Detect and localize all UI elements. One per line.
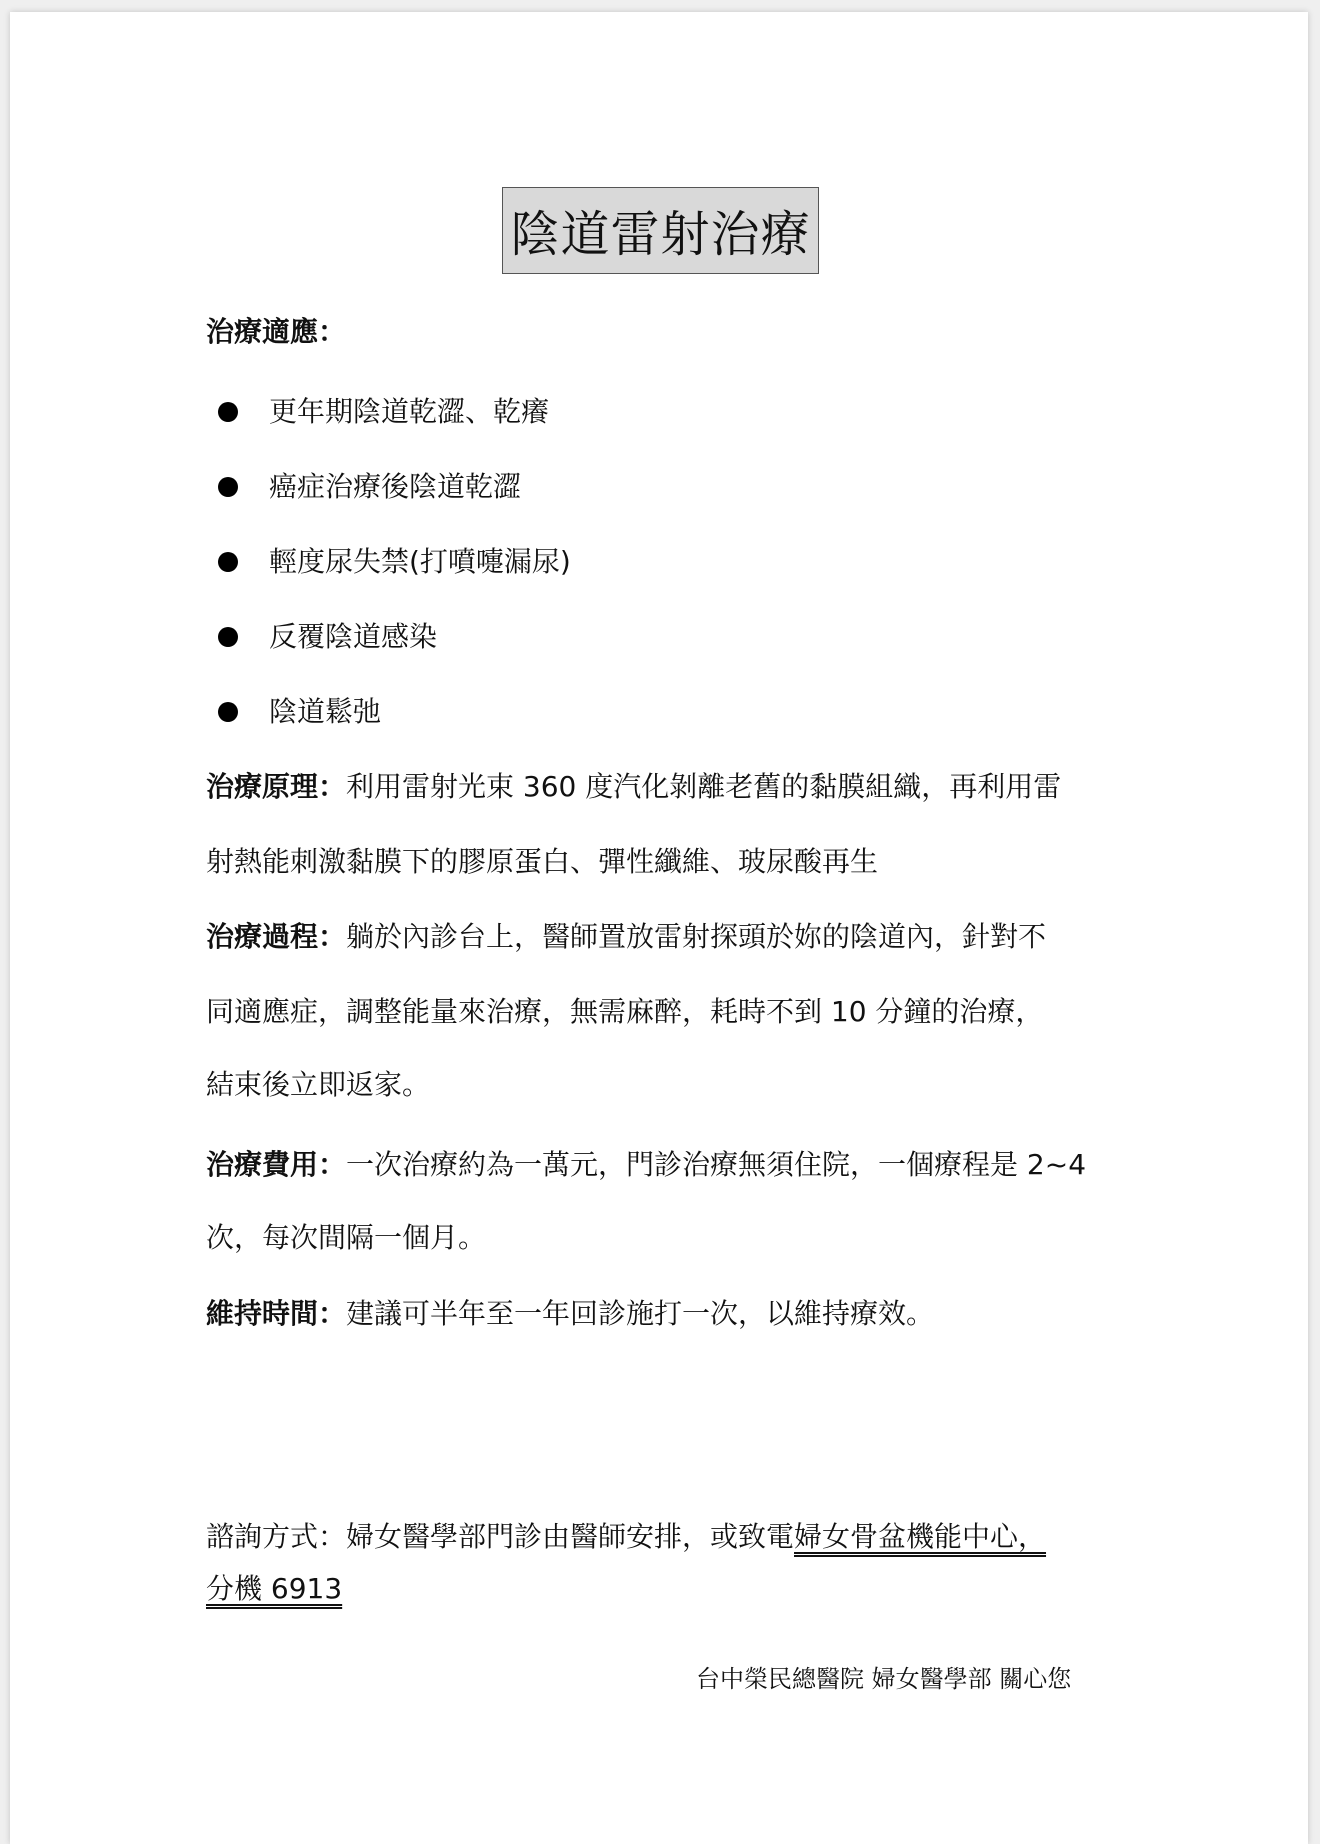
- principle-paragraph: [206, 767, 1061, 807]
- cost-label: 治療費用：: [206, 1148, 347, 1181]
- indication-item-text: 更年期陰道乾澀、乾癢: [269, 395, 550, 428]
- bullet-icon: [218, 702, 238, 722]
- process-label: 治療過程：: [206, 920, 347, 953]
- bullet-icon: [218, 627, 238, 647]
- consultation-line1: [206, 1517, 1046, 1557]
- document-title: 陰道雷射治療: [502, 187, 819, 274]
- cost-line2: 次，每次間隔一個月。: [206, 1221, 487, 1254]
- principle-line2: 射熱能刺激黏膜下的膠原蛋白、彈性纖維、玻尿酸再生: [206, 845, 879, 878]
- process-line1: 躺於內診台上，醫師置放雷射探頭於妳的陰道內，針對不: [346, 920, 1047, 953]
- signature: 台中榮民總醫院 婦女醫學部 關心您: [696, 1665, 1072, 1693]
- consultation-text: 諮詢方式：婦女醫學部門診由醫師安排，或致電: [206, 1520, 795, 1553]
- maintenance-paragraph: [206, 1294, 934, 1334]
- indication-item-text: 癌症治療後陰道乾澀: [269, 470, 522, 503]
- bullet-icon: [218, 477, 238, 497]
- cost-paragraph: [206, 1145, 1086, 1185]
- document-page: [10, 12, 1308, 1844]
- indications-heading: 治療適應：: [206, 315, 347, 348]
- indication-item-text: 陰道鬆弛: [269, 695, 382, 728]
- process-paragraph: [206, 917, 1046, 957]
- indication-item-text: 反覆陰道感染: [269, 620, 438, 653]
- indication-item-text: 輕度尿失禁(打噴嚏漏尿): [269, 545, 571, 578]
- process-line2: 同適應症，調整能量來治療，無需麻醉，耗時不到 10 分鐘的治療，: [206, 995, 1044, 1028]
- principle-label: 治療原理：: [206, 770, 347, 803]
- maintenance-text: 建議可半年至一年回診施打一次，以維持療效。: [346, 1297, 935, 1330]
- maintenance-label: 維持時間：: [206, 1297, 347, 1330]
- principle-line1: 利用雷射光束 360 度汽化剝離老舊的黏膜組織，再利用雷: [346, 770, 1062, 803]
- consultation-center: 婦女骨盆機能中心，: [794, 1520, 1047, 1553]
- consultation-extension: 分機 6913: [206, 1572, 343, 1605]
- consultation-line2: [206, 1569, 342, 1609]
- bullet-icon: [218, 402, 238, 422]
- cost-line1: 一次治療約為一萬元，門診治療無須住院，一個療程是 2~4: [346, 1148, 1087, 1181]
- process-line3: 結束後立即返家。: [206, 1068, 431, 1101]
- bullet-icon: [218, 552, 238, 572]
